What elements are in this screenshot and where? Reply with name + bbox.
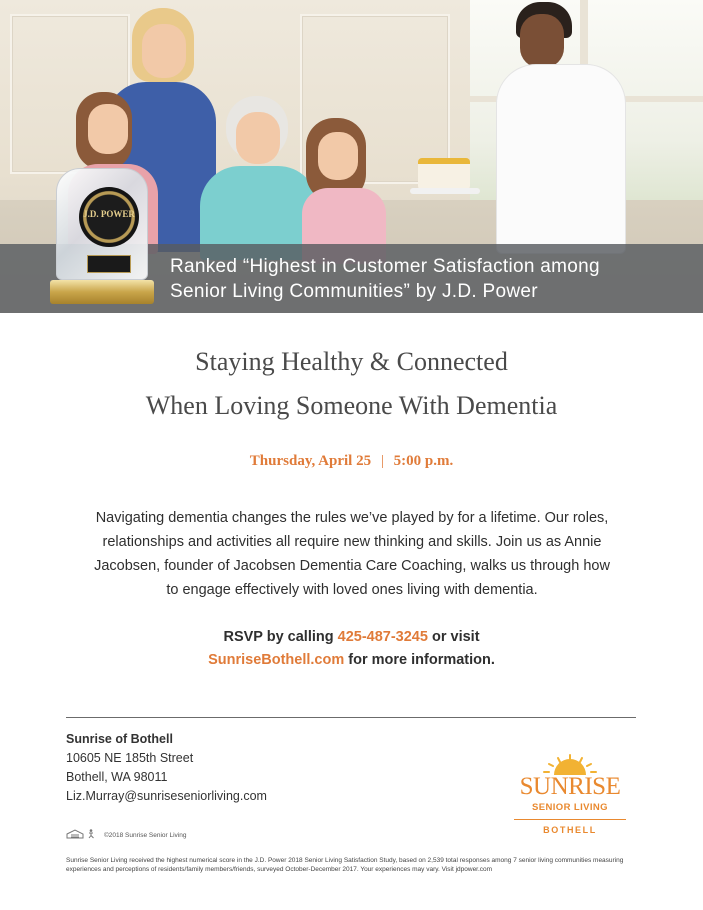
page-title — [0, 340, 703, 428]
caregiver-figure — [488, 2, 638, 252]
cake-plate — [410, 188, 480, 194]
city-address: Bothell, WA 98011 — [66, 770, 168, 784]
logo-subtitle: SENIOR LIVING — [532, 802, 608, 813]
logo-wordmark: SUNRISE — [519, 773, 621, 800]
rsvp-website-link[interactable]: SunriseBothell.com — [208, 652, 345, 668]
copyright: ©2018 Sunrise Senior Living — [104, 832, 187, 839]
event-description — [82, 506, 622, 602]
event-day: Thursday, April 25 — [249, 453, 372, 469]
rsvp-prefix: RSVP by calling — [223, 629, 338, 645]
trophy-plaque — [87, 255, 131, 273]
footer-icons — [66, 829, 96, 839]
title-line-1: Staying Healthy & Connected — [195, 347, 508, 376]
event-time: 5:00 p.m. — [393, 453, 454, 469]
street-address: 10605 NE 185th Street — [66, 751, 194, 765]
girl-right-figure — [296, 118, 396, 258]
disclaimer: Sunrise Senior Living received the highest numerical score in the J.D. Power 2018 Senior Living Satisfaction Study, based on 2,539 total responses among 7 senior living communities measuring experiences and perceptions of residents/family members/friends, surveyed October-December 2017. Your experiences may vary. Visit jdpower.com — [66, 857, 624, 873]
trophy-award-icon — [50, 168, 154, 304]
equal-housing-icon — [66, 829, 84, 839]
jd-power-seal — [79, 187, 139, 247]
logo-city: BOTHELL — [543, 825, 597, 835]
logo-rule — [514, 819, 626, 820]
sunrise-logo — [510, 753, 630, 837]
sun-icon — [542, 753, 598, 775]
contact-block — [66, 730, 267, 806]
description-line-3: Jacobsen, founder of Jacobsen Dementia Care Coaching, walks us through how — [94, 558, 610, 574]
description-line-2: relationships and activities all require new thinking and skills. Join us as Annie — [102, 534, 602, 550]
rsvp-phone-link[interactable]: 425-487-3245 — [337, 629, 428, 645]
banner-line-2: Senior Living Communities” by J.D. Power — [170, 281, 538, 302]
rsvp-suffix: for more information. — [344, 652, 495, 668]
divider — [66, 717, 636, 718]
description-line-1: Navigating dementia changes the rules we’ve played by for a lifetime. Our roles, — [95, 510, 609, 526]
contact-email-link[interactable]: Liz.Murray@sunriseseniorliving.com — [66, 789, 267, 803]
event-datetime — [0, 453, 703, 470]
rsvp-block — [0, 626, 703, 672]
seal-text: J.D. POWER — [83, 209, 135, 219]
description-line-4: to engage effectively with loved ones living with dementia. — [166, 582, 538, 598]
event-separator: | — [380, 453, 384, 469]
title-line-2: When Loving Someone With Dementia — [145, 391, 558, 420]
trophy-base — [50, 280, 154, 304]
accessibility-icon — [86, 829, 96, 839]
rsvp-mid: or visit — [427, 629, 480, 645]
trophy-glass — [56, 168, 148, 280]
community-name: Sunrise of Bothell — [66, 732, 173, 746]
award-banner-text — [170, 254, 690, 304]
cake — [418, 158, 470, 190]
banner-line-1: Ranked “Highest in Customer Satisfaction among — [170, 256, 600, 277]
